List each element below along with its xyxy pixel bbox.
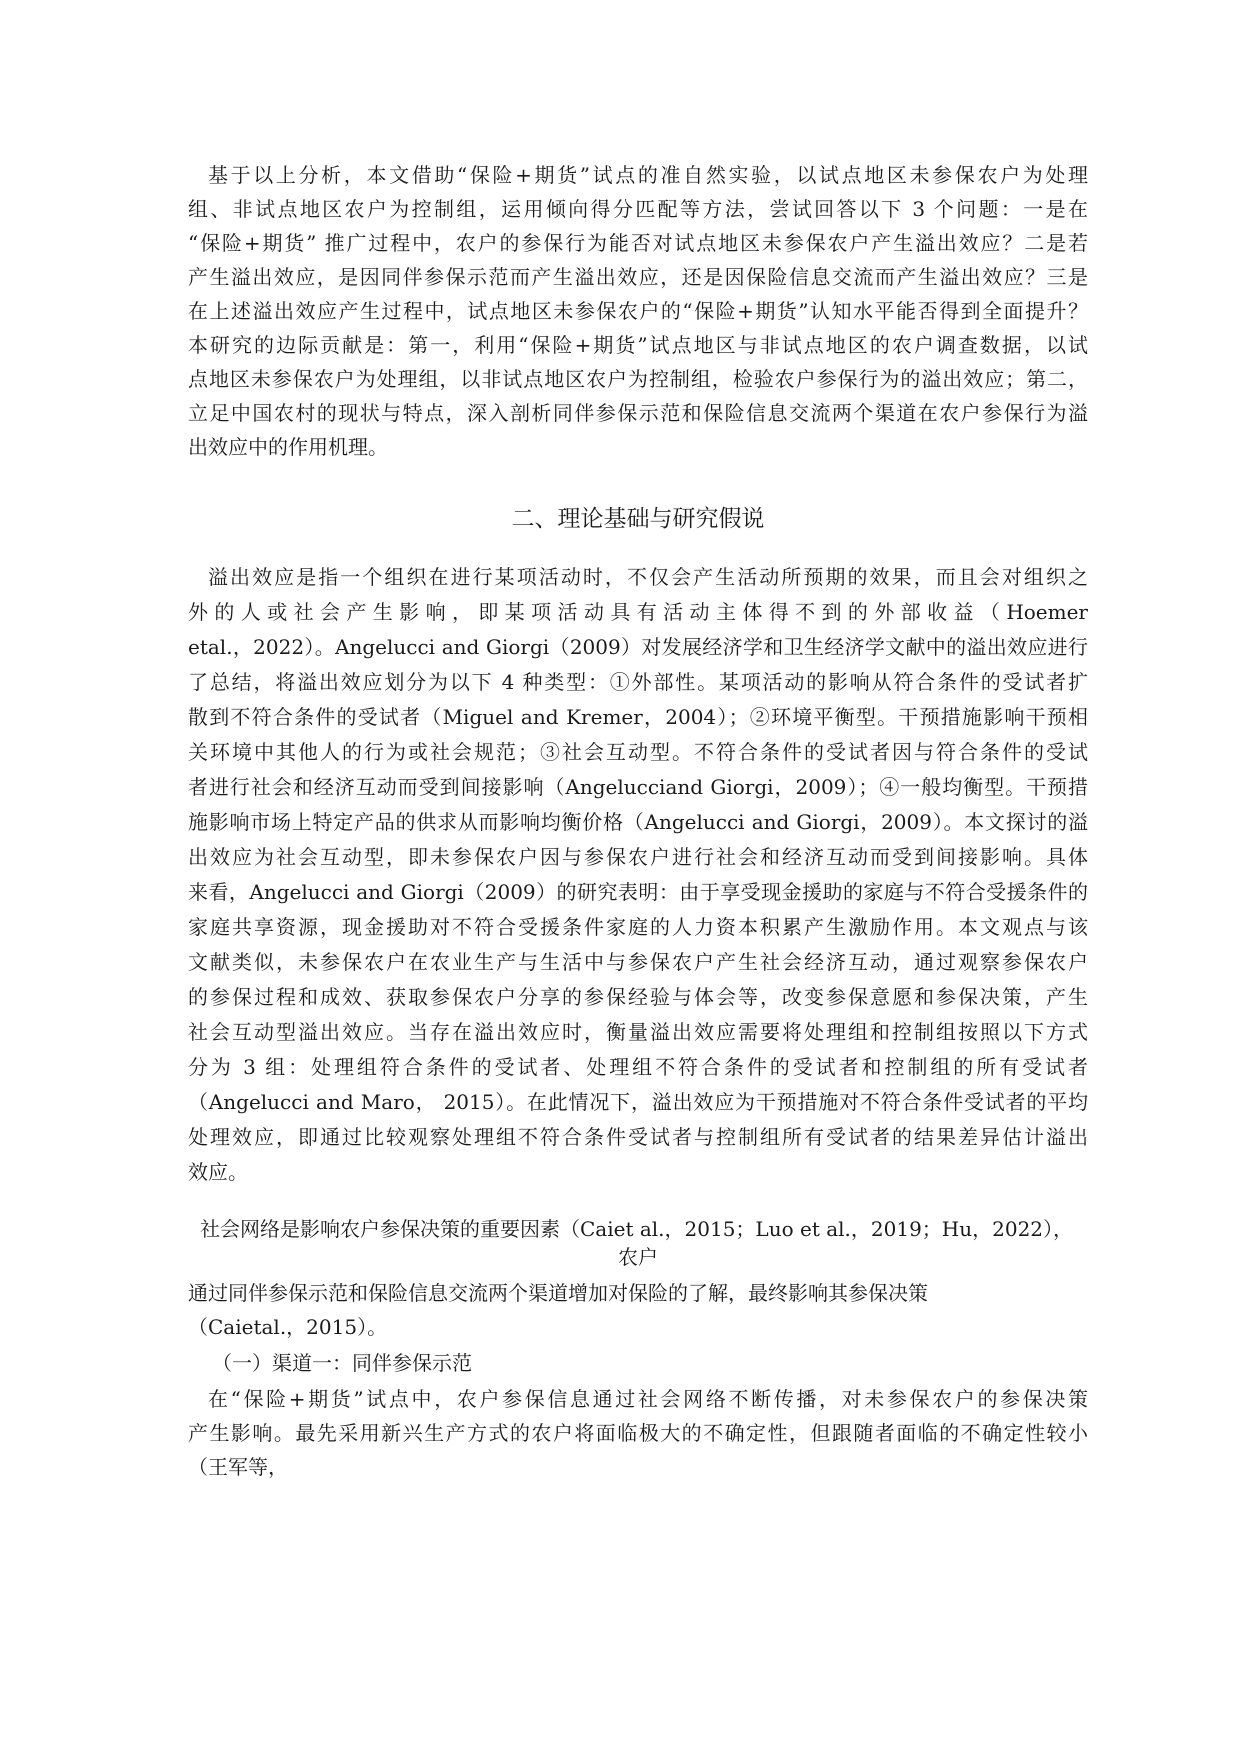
theory-line-8: 施影响市场上特定产品的供求从而影响均衡价格（Angelucci and Giorgi，2009）。本文探讨的溢 — [188, 810, 1088, 834]
intro-line-8: 立足中国农村的现状与特点，深入剖析同伴参保示范和保险信息交流两个渠道在农户参保行为溢 — [188, 401, 1088, 425]
network-line-3: 通过同伴参保示范和保险信息交流两个渠道增加对保险的了解，最终影响其参保决策 — [188, 1281, 928, 1305]
theory-line-2: 外 的 人 或 社 会 产 生 影 响 ， 即 某 项 活 动 具 有 活 动 主 体 得 不 到 的 外 部 收 益 （ Hoemer — [188, 600, 1088, 624]
intro-line-7: 点地区未参保农户为处理组，以非试点地区农户为控制组，检验农户参保行为的溢出效应；第二， — [188, 367, 1088, 391]
theory-line-15: 分为 3 组：处理组符合条件的受试者、处理组不符合条件的受试者和控制组的所有受试者 — [188, 1055, 1088, 1079]
channel-line-1: 在“保险+期货”试点中，农户参保信息通过社会网络不断传播，对未参保农户的参保决策 — [208, 1387, 1088, 1411]
section-heading: 二、理论基础与研究假说 — [511, 506, 765, 532]
intro-line-9: 出效应中的作用机理。 — [188, 435, 388, 459]
theory-line-10: 来看，Angelucci and Giorgi（2009）的研究表明：由于享受现金援助的家庭与不符合受援条件的 — [188, 880, 1088, 904]
theory-line-5: 散到不符合条件的受试者（Miguel and Kremer，2004）；②环境平衡型。干预措施影响干预相 — [188, 705, 1088, 729]
network-line-1: 社会网络是影响农户参保决策的重要因素（Caiet al.，2015；Luo et al.，2019；Hu，2022）， — [200, 1217, 1074, 1241]
theory-line-16: （Angelucci and Maro， 2015）。在此情况下，溢出效应为干预措施对不符合条件受试者的平均 — [188, 1090, 1088, 1114]
theory-line-14: 社会互动型溢出效应。当存在溢出效应时，衡量溢出效应需要将处理组和控制组按照以下方式 — [188, 1020, 1088, 1044]
theory-line-9: 出效应为社会互动型，即未参保农户因与参保农户进行社会和经济互动而受到间接影响。具体 — [188, 845, 1088, 869]
network-line-4: （Caietal.，2015）。 — [188, 1315, 388, 1339]
intro-line-6: 本研究的边际贡献是：第一，利用“保险+期货”试点地区与非试点地区的农户调查数据，以试 — [188, 333, 1088, 357]
theory-line-1: 溢出效应是指一个组织在进行某项活动时，不仅会产生活动所预期的效果，而且会对组织之 — [208, 565, 1088, 589]
intro-line-5: 在上述溢出效应产生过程中，试点地区未参保农户的“保险+期货”认知水平能否得到全面提升？ — [188, 299, 1088, 323]
theory-line-18: 效应。 — [188, 1160, 248, 1184]
theory-line-3: etal.，2022）。Angelucci and Giorgi（2009）对发展经济学和卫生经济学文献中的溢出效应进行 — [188, 635, 1088, 659]
theory-line-13: 的参保过程和成效、获取参保农户分享的参保经验与体会等，改变参保意愿和参保决策，产生 — [188, 985, 1088, 1009]
intro-line-3: “保险+期货” 推广过程中，农户的参保行为能否对试点地区未参保农户产生溢出效应？二是若 — [188, 231, 1088, 255]
subsection-heading: （一）渠道一：同伴参保示范 — [212, 1351, 472, 1375]
intro-line-2: 组、非试点地区农户为控制组，运用倾向得分匹配等方法，尝试回答以下 3 个问题：一是在 — [188, 197, 1088, 221]
theory-line-7: 者进行社会和经济互动而受到间接影响（Angelucciand Giorgi，2009）；④一般均衡型。干预措 — [188, 775, 1088, 799]
theory-line-6: 关环境中其他人的行为或社会规范；③社会互动型。不符合条件的受试者因与符合条件的受试 — [188, 740, 1088, 764]
network-line-2: 农户 — [618, 1245, 658, 1269]
channel-line-3: （王军等， — [188, 1455, 288, 1479]
theory-line-11: 家庭共享资源，现金援助对不符合受援条件家庭的人力资本积累产生激励作用。本文观点与该 — [188, 915, 1088, 939]
channel-line-2: 产生影响。最先采用新兴生产方式的农户将面临极大的不确定性，但跟随者面临的不确定性较小 — [188, 1421, 1088, 1445]
theory-line-4: 了总结，将溢出效应划分为以下 4 种类型：①外部性。某项活动的影响从符合条件的受试者扩 — [188, 670, 1088, 694]
intro-line-4: 产生溢出效应，是因同伴参保示范而产生溢出效应，还是因保险信息交流而产生溢出效应？三是 — [188, 265, 1088, 289]
intro-line-1: 基于以上分析，本文借助“保险+期货”试点的准自然实验，以试点地区未参保农户为处理 — [208, 163, 1088, 187]
theory-line-12: 文献类似，未参保农户在农业生产与生活中与参保农户产生社会经济互动，通过观察参保农户 — [188, 950, 1088, 974]
theory-line-17: 处理效应，即通过比较观察处理组不符合条件受试者与控制组所有受试者的结果差异估计溢出 — [188, 1125, 1088, 1149]
